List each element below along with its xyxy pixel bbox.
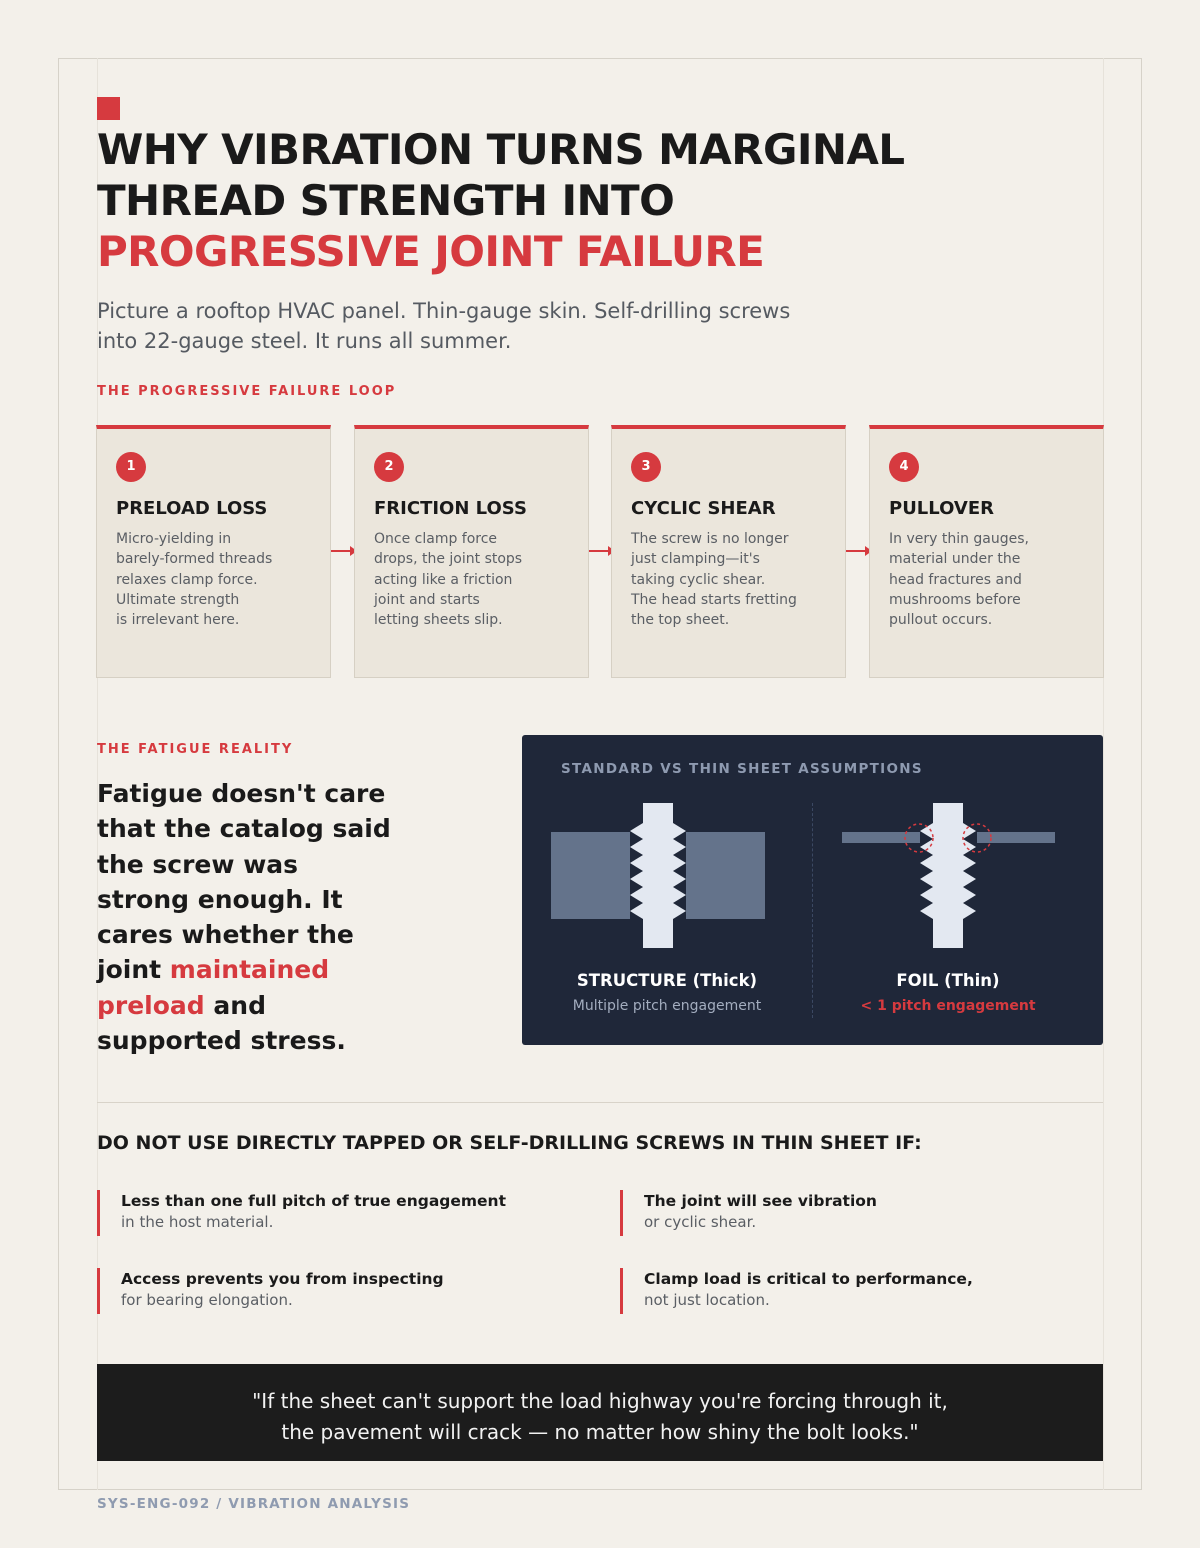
step-card-3 — [611, 425, 846, 678]
thin-sheet-left — [842, 832, 920, 843]
warning-item — [620, 1268, 1080, 1314]
warning-item-sub: for bearing elongation. — [121, 1291, 293, 1309]
step-title: PULLOVER — [889, 498, 995, 519]
title-line-2: THREAD STRENGTH INTO — [97, 176, 675, 225]
warning-item-sub: in the host material. — [121, 1213, 274, 1231]
step-description: Once clamp force drops, the joint stops acting like a friction joint and starts letting sheets slip. — [374, 531, 523, 629]
arrow-right-icon — [846, 550, 870, 552]
thin-caption-sub: < 1 pitch engagement — [860, 998, 1036, 1014]
warnings-title: DO NOT USE DIRECTLY TAPPED OR SELF-DRILLING SCREWS IN THIN SHEET IF: — [97, 1132, 922, 1154]
thick-plate-left — [551, 832, 630, 919]
accent-square — [97, 97, 120, 120]
warning-item-title: Clamp load is critical to performance, — [644, 1270, 973, 1288]
step-number-badge: 3 — [631, 452, 661, 482]
warning-item-title: The joint will see vibration — [644, 1192, 877, 1210]
document-footer: SYS-ENG-092 / VIBRATION ANALYSIS — [97, 1496, 411, 1512]
step-card-1 — [96, 425, 331, 678]
thick-screw — [630, 803, 686, 948]
fatigue-text-after: and supported stress. — [97, 990, 346, 1056]
section-divider — [97, 1102, 1103, 1103]
warning-item-title: Access prevents you from inspecting — [121, 1270, 444, 1288]
arrow-right-icon — [331, 550, 355, 552]
margin-guide-right — [1103, 58, 1104, 1490]
page-subtitle: Picture a rooftop HVAC panel. Thin-gauge skin. Self-drilling screws into 22-gauge steel. It runs all summer. — [97, 299, 791, 353]
arrow-right-icon — [589, 550, 613, 552]
warning-item-sub: or cyclic shear. — [644, 1213, 757, 1231]
thin-screw — [920, 803, 976, 948]
step-number-badge: 4 — [889, 452, 919, 482]
thick-caption-title: STRUCTURE (Thick) — [576, 971, 758, 990]
thick-caption-sub: Multiple pitch engagement — [572, 998, 762, 1014]
warning-item — [620, 1190, 1080, 1236]
thick-plate-right — [686, 832, 765, 919]
step-description: In very thin gauges, material under the head fractures and mushrooms before pullout occurs. — [889, 531, 1029, 629]
step-card-2 — [354, 425, 589, 678]
quote-banner — [97, 1364, 1103, 1461]
fatigue-text-before: Fatigue doesn't care that the catalog said the screw was strong enough. It cares whether the joint — [97, 779, 391, 985]
warning-item-sub: not just location. — [644, 1291, 770, 1309]
step-title: CYCLIC SHEAR — [631, 498, 776, 519]
step-title: PRELOAD LOSS — [116, 498, 268, 519]
quote-text: "If the sheet can't support the load highway you're forcing through it, the pavement will crack — no matter how shiny the bolt looks." — [252, 1389, 948, 1444]
title-line-1: WHY VIBRATION TURNS MARGINAL — [97, 125, 905, 174]
comparison-panel — [522, 735, 1103, 1045]
title-line-3: PROGRESSIVE JOINT FAILURE — [97, 227, 765, 276]
comparison-label: STANDARD VS THIN SHEET ASSUMPTIONS — [561, 761, 923, 777]
step-description: The screw is no longer just clamping—it's taking cyclic shear. The head starts fretting the top sheet. — [631, 531, 797, 629]
fatigue-highlight: maintained preload — [97, 955, 330, 1020]
thin-caption-title: FOIL (Thin) — [896, 971, 1000, 990]
warning-item-title: Less than one full pitch of true engagement — [121, 1192, 507, 1210]
warning-item — [97, 1190, 557, 1236]
step-number-badge: 1 — [116, 452, 146, 482]
warning-item — [97, 1268, 557, 1314]
failure-loop-label: THE PROGRESSIVE FAILURE LOOP — [97, 384, 397, 399]
step-title: FRICTION LOSS — [374, 498, 527, 519]
fatigue-statement — [97, 776, 397, 1058]
page-title — [97, 124, 997, 277]
step-card-4 — [869, 425, 1104, 678]
step-number-badge: 2 — [374, 452, 404, 482]
fatigue-label: THE FATIGUE REALITY — [97, 742, 294, 757]
thin-sheet-right — [977, 832, 1055, 843]
step-description: Micro-yielding in barely-formed threads relaxes clamp force. Ultimate strength is irrelevant here. — [116, 531, 273, 629]
